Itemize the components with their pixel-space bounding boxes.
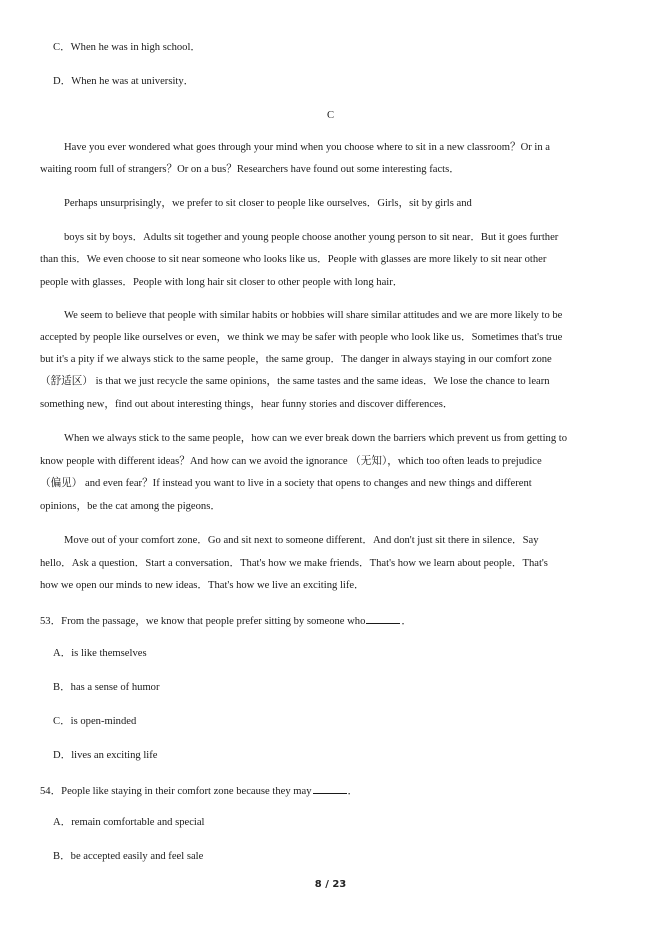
passage-line: （偏见） and even fear？If instead you want to live in a society that opens to changes and new things and different: [40, 478, 532, 489]
passage-line: people with glasses．People with long hair sit closer to other people with long hair．: [40, 277, 404, 288]
passage-line: opinions，be the cat among the pigeons．: [40, 501, 221, 512]
passage-line: When we always stick to the same people，how can we ever break down the barriers which prevent us from getting to: [64, 433, 568, 444]
question-54-stem: [40, 783, 358, 799]
passage-line: how we open our minds to new ideas．That's how we live an exciting life．: [40, 580, 365, 591]
passage-line: than this．We even choose to sit near someone who looks like us．People with glasses are more likely to sit near other: [40, 254, 547, 265]
question-stem-end: ．: [347, 786, 359, 797]
question-54-option-b: B．be accepted easily and feel sale: [53, 851, 204, 862]
passage-line: accepted by people like ourselves or even，we think we may be safer with people who look like us．Sometimes that's true: [40, 332, 563, 343]
passage-line: Perhaps unsurprisingly，we prefer to sit closer to people like ourselves．Girls，sit by girls and: [64, 198, 472, 209]
passage-line: Move out of your comfort zone．Go and sit next to someone different．And don't just sit there in silence．Say: [64, 535, 539, 546]
answer-blank: [366, 613, 400, 624]
question-53-stem: [40, 613, 412, 629]
option-c-prev: C．When he was in high school．: [53, 42, 201, 53]
section-label: C: [326, 110, 335, 121]
question-stem-text: 53．From the passage，we know that people prefer sitting by someone who: [40, 616, 366, 627]
question-53-option-c: C．is open-minded: [53, 716, 137, 727]
question-54-option-a: A．remain comfortable and special: [53, 817, 205, 828]
passage-line: Have you ever wondered what goes through your mind when you choose where to sit in a new classroom？Or in a: [64, 142, 551, 153]
passage-line: something new，find out about interesting things，hear funny stories and discover differences．: [40, 399, 454, 410]
answer-blank: [313, 783, 347, 794]
passage-line: （舒适区） is that we just recycle the same opinions，the same tastes and the same ideas．We lose the chance to learn: [40, 376, 550, 387]
passage-line: know people with different ideas？And how can we avoid the ignorance （无知），which too often leads to prejudice: [40, 456, 542, 467]
passage-line: hello．Ask a question．Start a conversation．That's how we make friends．That's how we learn about people．That's: [40, 558, 548, 569]
passage-line: waiting room full of strangers？Or on a bus？Researchers have found out some interesting facts．: [40, 164, 460, 175]
question-53-option-d: D．lives an exciting life: [53, 750, 158, 761]
page-indicator: 8 / 23: [314, 879, 347, 890]
passage-line: We seem to believe that people with similar habits or hobbies will share similar attitudes and we are more likely to be: [64, 310, 563, 321]
question-53-option-a: A．is like themselves: [53, 648, 147, 659]
question-53-option-b: B．has a sense of humor: [53, 682, 160, 693]
question-stem-text: 54．People like staying in their comfort zone because they may: [40, 786, 312, 797]
passage-line: but it's a pity if we always stick to the same people，the same group．The danger in always staying in our comfort zone: [40, 354, 552, 365]
option-d-prev: D．When he was at university．: [53, 76, 195, 87]
question-stem-end: ．: [401, 616, 412, 627]
passage-line: boys sit by boys．Adults sit together and young people choose another young person to sit near．But it goes further: [64, 232, 559, 243]
